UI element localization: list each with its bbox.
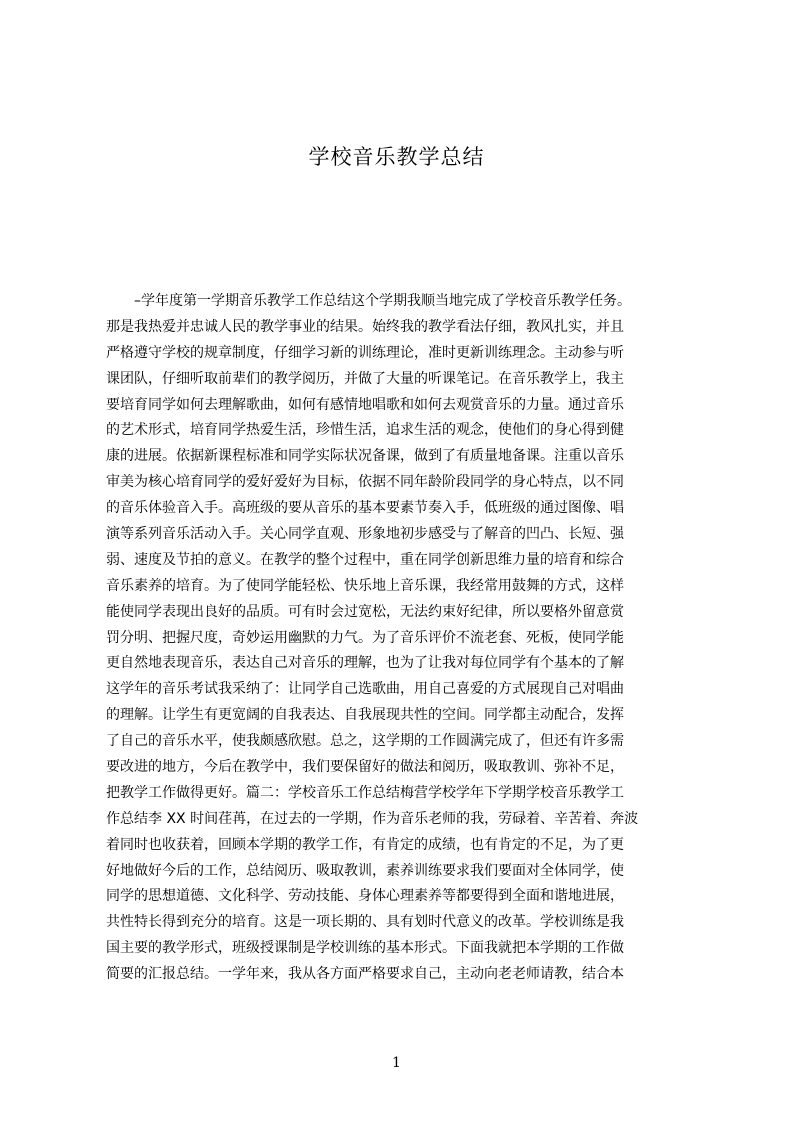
page-number: 1 (392, 1055, 401, 1071)
text-line: 更自然地表现音乐，表达自己对音乐的理解，也为了让我对每位同学有个基本的了解 (106, 655, 624, 672)
text-line: 把教学工作做得更好。篇二：学校音乐工作总结梅营学校学年下学期学校音乐教学工 (106, 784, 624, 801)
text-line: 要培育同学如何去理解歌曲，如何有感情地唱歌和如何去观赏音乐的力量。通过音乐 (106, 396, 624, 413)
text-line: 着同时也收获着，回顾本学期的教学工作，有肯定的成绩，也有肯定的不足，为了更 (106, 836, 624, 853)
text-line: 能使同学表现出良好的品质。可有时会过宽松，无法约束好纪律，所以要格外留意赏 (106, 603, 624, 620)
text-line: 作总结李 XX 时间荏苒，在过去的一学期，作为音乐老师的我，劳碌着、辛苦着、奔波 (106, 810, 639, 827)
text-line: 康的进展。依据新课程标准和同学实际状况备课，做到了有质量地备课。注重以音乐 (106, 448, 624, 465)
text-line: 好地做好今后的工作，总结阅历、吸取教训，素养训练要求我们要面对全体同学，使 (106, 862, 624, 879)
text-line: 的理解。让学生有更宽阔的自我表达、自我展现共性的空间。同学都主动配合，发挥 (106, 707, 624, 724)
text-line: 的艺术形式，培育同学热爱生活，珍惜生活，追求生活的观念，使他们的身心得到健 (106, 422, 624, 439)
text-line: 要改进的地方，今后在教学中，我们要保留好的做法和阅历，吸取教训、弥补不足， (106, 759, 624, 776)
text-line: 简要的汇报总结。一学年来，我从各方面严格要求自己，主动向老老师请教，结合本 (106, 966, 624, 983)
text-line: 国主要的教学形式，班级授课制是学校训练的基本形式。下面我就把本学期的工作做 (106, 940, 624, 957)
text-line: 那是我热爱并忠诚人民的教学事业的结果。始终我的教学看法仔细，教风扎实，并且 (106, 318, 624, 335)
document-title: 学校音乐教学总结 (308, 145, 485, 169)
text-line: 的音乐体验音入手。高班级的要从音乐的基本要素节奏入手，低班级的通过图像、唱 (106, 500, 624, 517)
text-line: 同学的思想道德、文化科学、劳动技能、身体心理素养等都要得到全面和谐地进展， (106, 888, 624, 905)
text-line: 演等系列音乐活动入手。关心同学直观、形象地初步感受与了解音的凹凸、长短、强 (106, 526, 624, 543)
text-line: 弱、速度及节拍的意义。在教学的整个过程中，重在同学创新思维力量的培育和综合 (106, 551, 624, 568)
text-line: 审美为核心培育同学的爱好爱好为目标，依据不同年龄阶段同学的身心特点，以不同 (106, 474, 624, 491)
text-line: 罚分明、把握尺度，奇妙运用幽默的力气。为了音乐评价不流老套、死板，使同学能 (106, 629, 624, 646)
text-line: –学年度第一学期音乐教学工作总结这个学期我顺当地完成了学校音乐教学任务。 (106, 293, 631, 309)
text-line: 了自己的音乐水平，使我颇感欣慰。总之，这学期的工作圆满完成了，但还有许多需 (106, 733, 624, 750)
text-line: 这学年的音乐考试我采纳了：让同学自己选歌曲，用自己喜爱的方式展现自己对唱曲 (106, 681, 624, 698)
text-line: 共性特长得到充分的培育。这是一项长期的、具有划时代意义的改革。学校训练是我 (106, 914, 624, 931)
text-line: 课团队，仔细听取前辈们的教学阅历，并做了大量的听课笔记。在音乐教学上，我主 (106, 370, 624, 387)
text-line: 音乐素养的培育。为了使同学能轻松、快乐地上音乐课，我经常用鼓舞的方式，这样 (106, 577, 624, 594)
body-paragraph (106, 289, 698, 988)
text-line: 严格遵守学校的规章制度，仔细学习新的训练理论，准时更新训练理念。主动参与听 (106, 344, 624, 361)
